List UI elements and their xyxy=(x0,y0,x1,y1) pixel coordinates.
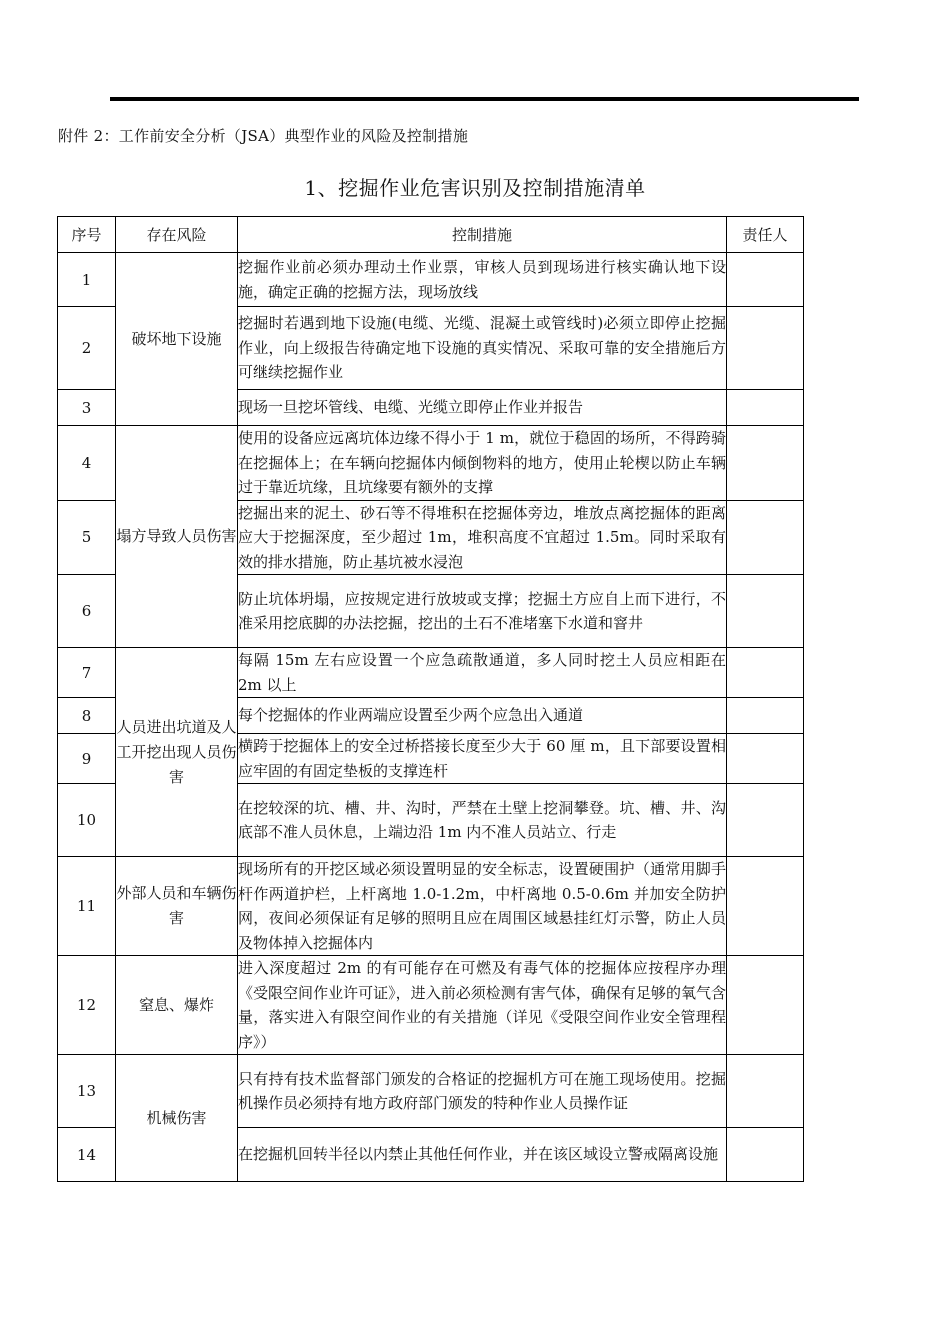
owner-cell xyxy=(727,734,804,784)
measure-cell: 防止坑体坍塌，应按规定进行放坡或支撑；挖掘土方应自上而下进行，不准采用挖底脚的办法挖掘，挖出的土石不准堵塞下水道和窨井 xyxy=(238,575,727,648)
row-number: 4 xyxy=(58,426,116,501)
risk-cell: 外部人员和车辆伤害 xyxy=(116,857,238,956)
owner-cell xyxy=(727,698,804,734)
table-row xyxy=(58,426,804,501)
owner-cell xyxy=(727,956,804,1055)
measure-cell: 在挖掘机回转半径以内禁止其他任何作业，并在该区域设立警戒隔离设施 xyxy=(238,1128,727,1182)
table-row xyxy=(58,1055,804,1128)
owner-cell xyxy=(727,253,804,307)
row-number: 5 xyxy=(58,500,116,575)
row-number: 1 xyxy=(58,253,116,307)
document-title: 1、挖掘作业危害识别及控制措施清单 xyxy=(304,176,646,200)
header-owner: 责任人 xyxy=(727,217,804,253)
row-number: 12 xyxy=(58,956,116,1055)
row-number: 13 xyxy=(58,1055,116,1128)
owner-cell xyxy=(727,500,804,575)
owner-cell xyxy=(727,575,804,648)
owner-cell xyxy=(727,307,804,390)
table-row xyxy=(58,253,804,307)
measure-cell: 横跨于挖掘体上的安全过桥搭接长度至少大于 60 厘 m，且下部要设置相应牢固的有固定垫板的支撑连杆 xyxy=(238,734,727,784)
header-rule xyxy=(110,97,859,101)
risk-cell: 人员进出坑道及人工开挖出现人员伤害 xyxy=(116,648,238,857)
owner-cell xyxy=(727,648,804,698)
header-no: 序号 xyxy=(58,217,116,253)
header-risk: 存在风险 xyxy=(116,217,238,253)
row-number: 14 xyxy=(58,1128,116,1182)
measure-cell: 挖掘出来的泥土、砂石等不得堆积在挖掘体旁边，堆放点离挖掘体的距离应大于挖掘深度，至少超过 1m，堆积高度不宜超过 1.5m。同时采取有效的排水措施，防止基坑被水浸泡 xyxy=(238,500,727,575)
row-number: 6 xyxy=(58,575,116,648)
measure-cell: 在挖较深的坑、槽、井、沟时，严禁在土壁上挖洞攀登。坑、槽、井、沟底部不准人员休息，上端边沿 1m 内不准人员站立、行走 xyxy=(238,784,727,857)
row-number: 8 xyxy=(58,698,116,734)
measure-cell: 每个挖掘体的作业两端应设置至少两个应急出入通道 xyxy=(238,698,727,734)
table-row xyxy=(58,857,804,956)
measure-cell: 现场一旦挖坏管线、电缆、光缆立即停止作业并报告 xyxy=(238,390,727,426)
measure-cell: 现场所有的开挖区域必须设置明显的安全标志，设置硬围护（通常用脚手杆作两道护栏，上杆离地 1.0-1.2m，中杆离地 0.5-0.6m 并加安全防护网，夜间必须保证有足够的照明且应在周围区域悬挂红灯示警，防止人员及物体掉入挖掘体内 xyxy=(238,857,727,956)
measure-cell: 进入深度超过 2m 的有可能存在可燃及有毒气体的挖掘体应按程序办理《受限空间作业许可证》，进入前必须检测有害气体，确保有足够的氧气含量，落实进入有限空间作业的有关措施（详见《受限空间作业安全管理程序》） xyxy=(238,956,727,1055)
measure-cell: 挖掘时若遇到地下设施(电缆、光缆、混凝土或管线时)必须立即停止挖掘作业，向上级报告待确定地下设施的真实情况、采取可靠的安全措施后方可继续挖掘作业 xyxy=(238,307,727,390)
owner-cell xyxy=(727,784,804,857)
measure-cell: 挖掘作业前必须办理动土作业票，审核人员到现场进行核实确认地下设施，确定正确的挖掘方法，现场放线 xyxy=(238,253,727,307)
measure-cell: 只有持有技术监督部门颁发的合格证的挖掘机方可在施工现场使用。挖掘机操作员必须持有地方政府部门颁发的特种作业人员操作证 xyxy=(238,1055,727,1128)
row-number: 10 xyxy=(58,784,116,857)
row-number: 11 xyxy=(58,857,116,956)
owner-cell xyxy=(727,1128,804,1182)
risk-cell: 塌方导致人员伤害 xyxy=(116,426,238,648)
owner-cell xyxy=(727,1055,804,1128)
row-number: 2 xyxy=(58,307,116,390)
header-measure: 控制措施 xyxy=(238,217,727,253)
measure-cell: 每隔 15m 左右应设置一个应急疏散通道，多人同时挖土人员应相距在 2m 以上 xyxy=(238,648,727,698)
row-number: 9 xyxy=(58,734,116,784)
risk-cell: 破坏地下设施 xyxy=(116,253,238,426)
row-number: 7 xyxy=(58,648,116,698)
risk-cell: 机械伤害 xyxy=(116,1055,238,1182)
row-number: 3 xyxy=(58,390,116,426)
measure-cell: 使用的设备应远离坑体边缘不得小于 1 m，就位于稳固的场所，不得跨骑在挖掘体上；在车辆向挖掘体内倾倒物料的地方，使用止轮楔以防止车辆过于靠近坑缘，且坑缘要有额外的支撑 xyxy=(238,426,727,501)
jsa-table xyxy=(57,216,804,1182)
attachment-label: 附件 2：工作前安全分析（JSA）典型作业的风险及控制措施 xyxy=(58,127,469,145)
owner-cell xyxy=(727,857,804,956)
table-row xyxy=(58,648,804,698)
risk-cell: 窒息、爆炸 xyxy=(116,956,238,1055)
owner-cell xyxy=(727,426,804,501)
owner-cell xyxy=(727,390,804,426)
table-row xyxy=(58,956,804,1055)
table-header-row xyxy=(58,217,804,253)
